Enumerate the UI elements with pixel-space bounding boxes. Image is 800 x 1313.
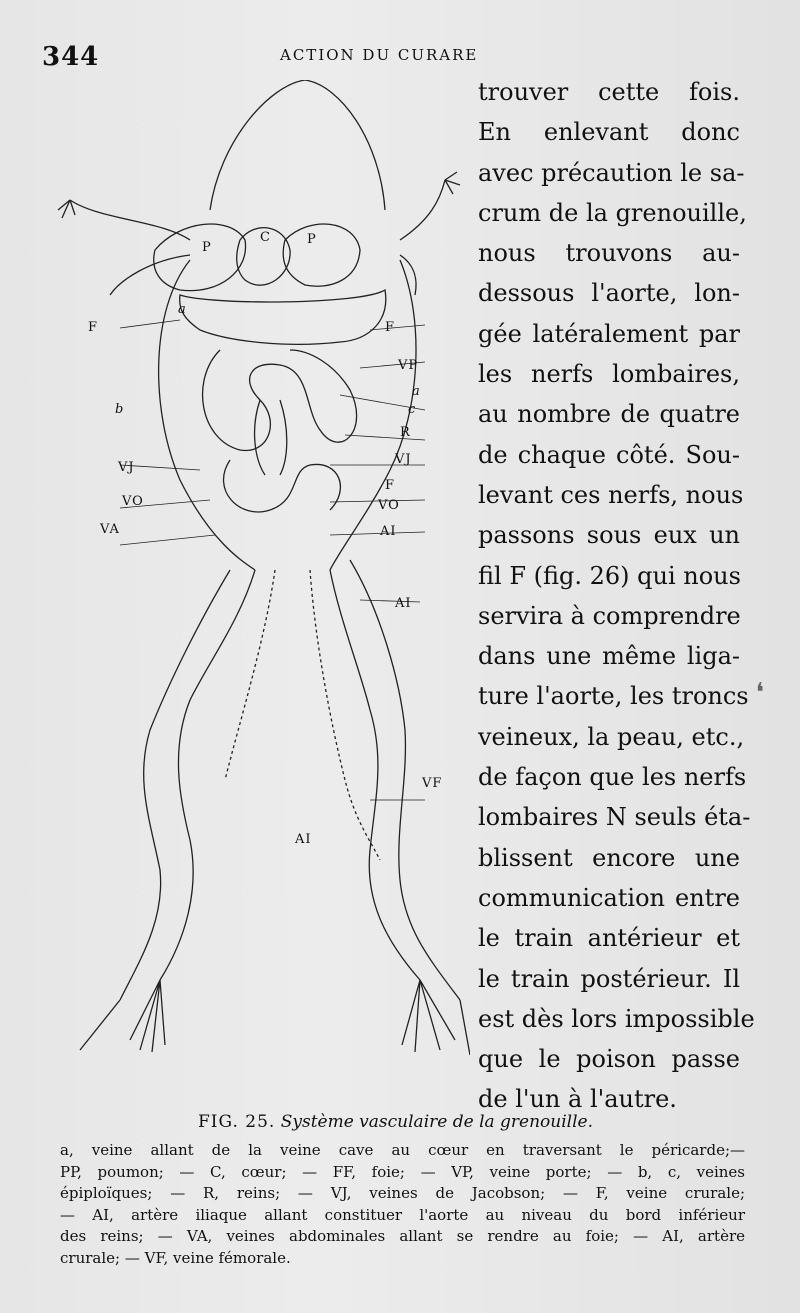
text-line: ture l'aorte, les troncs [478, 682, 749, 711]
label-a: a [178, 302, 187, 317]
label-c: c [408, 402, 417, 417]
text-line: que le poison passe [478, 1045, 740, 1074]
legend-line: PP, poumon; — C, cœur; — FF, foie; — VP, veine porte; — b, c, veines [60, 1162, 745, 1181]
figure-caption [198, 1112, 593, 1132]
text-line: lombaires N seuls éta- [478, 803, 751, 832]
label-VJ-right: VJ [395, 452, 412, 467]
label-C: C [260, 230, 271, 245]
text-line: crum de la grenouille, [478, 198, 747, 227]
figure-title: Système vasculaire de la grenouille. [280, 1112, 594, 1132]
label-VO-right: VO [378, 498, 400, 513]
label-R: R [400, 425, 411, 440]
figure-legend [60, 1140, 745, 1269]
figure-number: FIG. 25. [198, 1112, 276, 1132]
text-line: de façon que les nerfs [478, 763, 747, 792]
text-line: dessous l'aorte, lon- [478, 279, 740, 308]
text-line: veineux, la peau, etc., [478, 722, 745, 751]
text-line: avec précaution le sa- [478, 158, 745, 187]
label-F-mid: F [385, 478, 396, 493]
frog-drawing [40, 80, 470, 1080]
legend-line: — AI, artère iliaque allant constituer l'aorte au niveau du bord inférieur [60, 1205, 745, 1224]
label-F-left: F [88, 320, 99, 335]
text-line: au nombre de quatre [478, 400, 740, 429]
text-line: le train postérieur. Il [478, 964, 740, 993]
text-line: levant ces nerfs, nous [478, 480, 744, 509]
legend-line: a, veine allant de la veine cave au cœur en traversant le péricarde;— [60, 1141, 745, 1159]
text-line: gée latéralement par [478, 319, 740, 348]
text-line: trouver cette fois. [478, 78, 740, 106]
label-VF: VF [422, 776, 443, 791]
legend-line: épiploïques; — R, reins; — VJ, veines de Jacobson; — F, veine crurale; [60, 1184, 745, 1202]
text-line: En enlevant donc [478, 118, 740, 147]
running-title: ACTION DU CURARE [280, 46, 479, 64]
text-line: de l'un à l'autre. [478, 1085, 677, 1114]
margin-mark: ❛ [755, 678, 764, 708]
legend-line: des reins; — VA, veines abdominales allant se rendre au foie; — AI, artère [60, 1227, 745, 1245]
label-VA: VA [100, 522, 120, 537]
text-line: servira à comprendre [478, 601, 741, 630]
text-line: fil F (fig. 26) qui nous [478, 561, 741, 590]
frog-vascular-illustration [40, 80, 470, 1080]
label-AI-right: AI [380, 524, 397, 539]
label-F-right: F [385, 320, 396, 335]
label-AI-upper: AI [395, 596, 412, 611]
text-line: le train antérieur et [478, 924, 740, 953]
label-P-right: P [307, 232, 317, 247]
label-P-left: P [202, 240, 212, 255]
label-VP: VP [398, 358, 419, 373]
label-a-right: a [412, 384, 421, 399]
label-VJ-left: VJ [118, 460, 135, 475]
text-line: communication entre [478, 883, 740, 912]
text-line: nous trouvons au- [478, 239, 740, 268]
text-line: blissent encore une [478, 843, 740, 872]
page-number: 344 [42, 42, 100, 72]
label-VO-left: VO [122, 494, 144, 509]
legend-line: crurale; — VF, veine fémorale. [60, 1248, 291, 1267]
text-line: passons sous eux un [478, 521, 740, 550]
text-line: les nerfs lombaires, [478, 360, 740, 389]
text-line: est dès lors impossible [478, 1004, 755, 1033]
body-text-column [478, 72, 755, 1120]
label-AI-leg: AI [295, 832, 312, 847]
text-line: de chaque côté. Sou- [478, 440, 740, 469]
text-line: dans une même liga- [478, 642, 740, 671]
label-b: b [115, 402, 125, 417]
